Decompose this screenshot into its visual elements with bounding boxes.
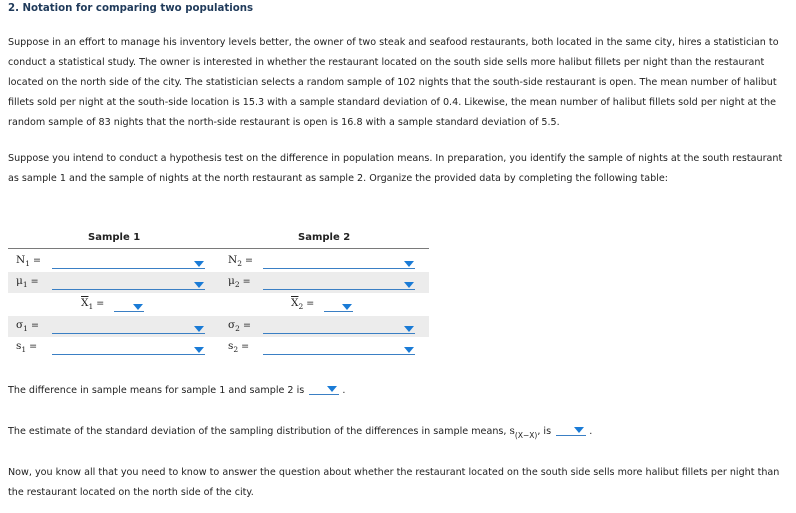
sigma2-label: $\sigma_2$ = xyxy=(228,319,251,334)
table-row-n xyxy=(8,251,429,272)
chevron-down-icon xyxy=(404,261,414,267)
chevron-down-icon xyxy=(404,326,414,332)
std-error-question-text: The estimate of the standard deviation of the sampling distribution of the differences in sample means, xyxy=(8,426,507,437)
difference-question xyxy=(8,382,345,396)
difference-period: . xyxy=(342,385,346,396)
sigma1-dropdown[interactable] xyxy=(52,321,205,334)
s1-label: $s_1$ = xyxy=(16,340,38,355)
n1-dropdown[interactable] xyxy=(52,256,205,269)
scenario-paragraph: Suppose in an effort to manage his inventory levels better, the owner of two steak and seafood restaurants, both located in the same city, hires a statistician to conduct a statistical study. The owner is interested in whether the restaurant located on the south side sells more halibut fillets per night than the restaurant located on the north side of the city. The statistician selects a random sample of 102 nights that the south-side restaurant is open. The mean number of halibut fillets sold per night at the south-side location is 15.3 with a sample standard deviation of 0.4. Likewise, the mean number of halibut fillets sold per night at the random sample of 83 nights that the north-side restaurant is open is 16.8 with a sample standard deviation of 5.5. xyxy=(8,37,779,128)
n1-label: $N_1$ = xyxy=(16,254,41,269)
table-row-s xyxy=(8,337,429,358)
data-table xyxy=(8,230,429,358)
question-title: 2. Notation for comparing two populations xyxy=(8,3,254,14)
n2-label: $N_2$ = xyxy=(228,254,253,269)
sigma1-label: $\sigma_1$ = xyxy=(16,319,39,334)
chevron-down-icon xyxy=(133,304,143,310)
chevron-down-icon xyxy=(574,427,584,433)
chevron-down-icon xyxy=(327,386,337,392)
std-error-is: , is xyxy=(537,426,552,437)
chevron-down-icon xyxy=(194,282,204,288)
std-error-question xyxy=(8,423,592,440)
mu1-label: $\mu_1$ = xyxy=(16,275,39,290)
mu2-label: $\mu_2$ = xyxy=(228,275,251,290)
chevron-down-icon xyxy=(194,347,204,353)
conclusion-paragraph: Now, you know all that you need to know to answer the question about whether the restaurant located on the south side sells more halibut fillets per night than the restaurant located on the north side of the city. xyxy=(8,467,780,498)
std-error-subscript: (X−X) xyxy=(514,431,538,440)
difference-question-text: The difference in sample means for sample 1 and sample 2 is xyxy=(8,385,305,396)
sample2-header: Sample 2 xyxy=(298,232,351,243)
mu1-dropdown[interactable] xyxy=(52,277,205,290)
s2-dropdown[interactable] xyxy=(263,342,415,355)
std-error-symbol: s xyxy=(509,425,515,437)
mu2-dropdown[interactable] xyxy=(263,277,415,290)
table-row-xbar xyxy=(8,294,429,315)
header-divider xyxy=(8,248,429,249)
std-error-period: . xyxy=(589,426,593,437)
instructions-paragraph: Suppose you intend to conduct a hypothesis test on the difference in population means. In preparation, you identify the sample of nights at the south restaurant as sample 1 and the sample of nights at the north restaurant as sample 2. Organize the provided data by completing the following table: xyxy=(8,153,783,184)
sigma2-dropdown[interactable] xyxy=(263,321,415,334)
chevron-down-icon xyxy=(342,304,352,310)
sample1-header: Sample 1 xyxy=(88,232,141,243)
s1-dropdown[interactable] xyxy=(52,342,205,355)
difference-dropdown[interactable] xyxy=(309,382,339,395)
xbar1-label: $\overline{X}_1$ = xyxy=(81,297,105,312)
chevron-down-icon xyxy=(194,326,204,332)
xbar2-dropdown[interactable] xyxy=(324,299,353,312)
s2-label: $s_2$ = xyxy=(228,340,250,355)
n2-dropdown[interactable] xyxy=(263,256,415,269)
xbar1-dropdown[interactable] xyxy=(114,299,144,312)
xbar2-label: $\overline{X}_2$ = xyxy=(291,297,315,312)
chevron-down-icon xyxy=(404,282,414,288)
chevron-down-icon xyxy=(194,261,204,267)
table-row-sigma xyxy=(8,316,429,337)
std-error-dropdown[interactable] xyxy=(556,423,586,436)
chevron-down-icon xyxy=(404,347,414,353)
table-row-mu xyxy=(8,272,429,293)
